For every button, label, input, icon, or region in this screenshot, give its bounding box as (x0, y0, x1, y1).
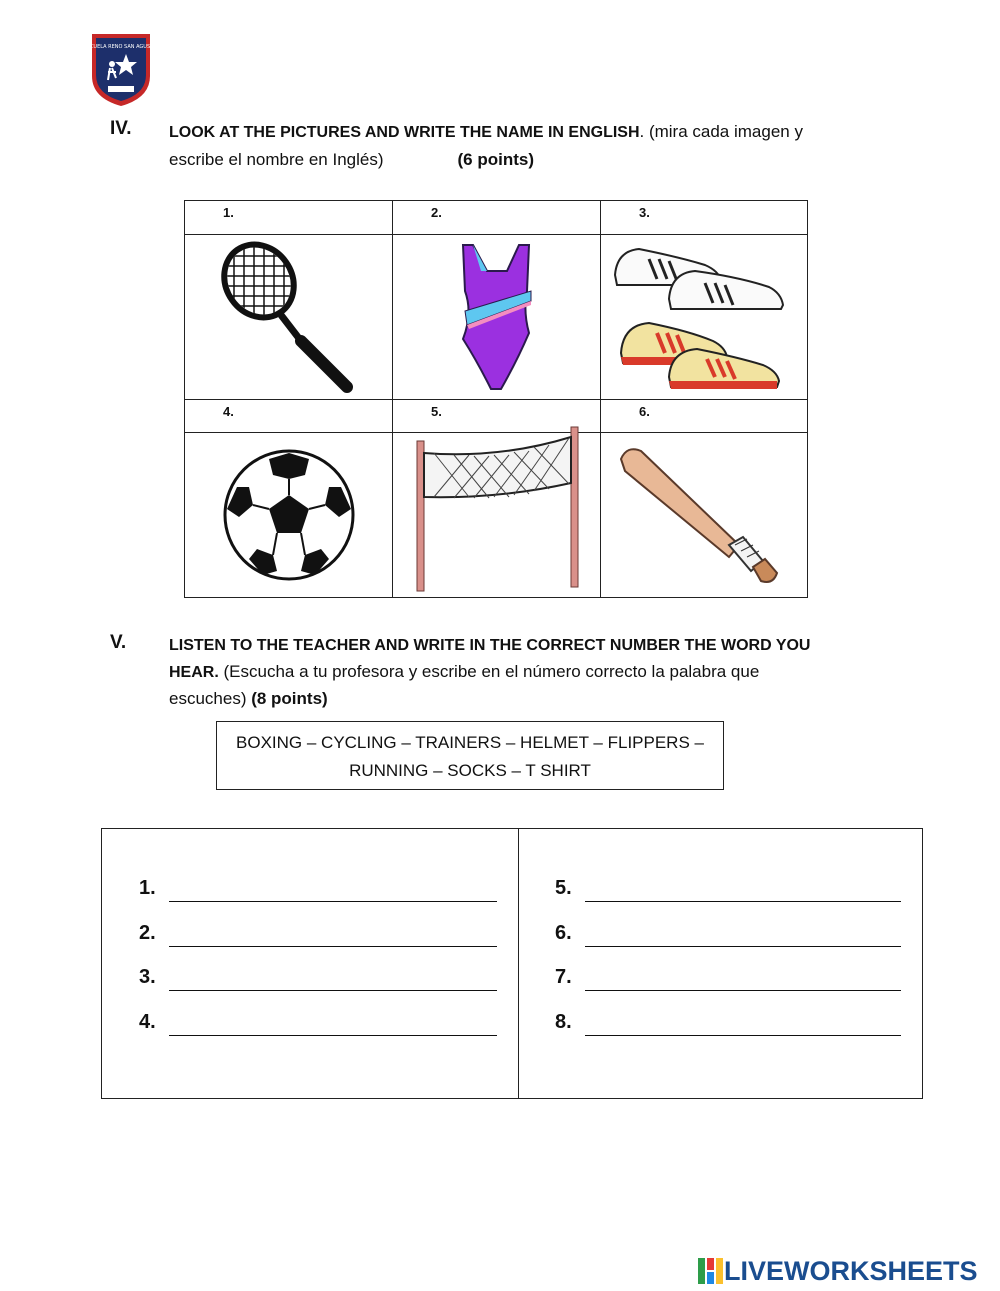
picture-label-cell (601, 201, 807, 235)
picture-label: 5. (431, 404, 442, 419)
liveworksheets-brand[interactable] (698, 1256, 978, 1286)
answer-number: 3. (139, 966, 156, 988)
section-4-instruction-rest: . (mira cada imagen y (639, 122, 803, 141)
answer-number: 4. (139, 1011, 156, 1033)
section-5-instruction-bold-2: HEAR. (169, 664, 219, 681)
baseball-bat-icon (613, 441, 793, 589)
answer-blank[interactable] (585, 901, 901, 902)
answer-row (555, 1011, 585, 1034)
answer-number: 2. (139, 922, 156, 944)
picture-label-cell (185, 400, 393, 433)
section-5-instruction-rest: (Escucha a tu profesora y escribe en el número correcto la palabra que (218, 662, 760, 681)
volleyball-net-icon (409, 427, 589, 593)
answer-row (139, 966, 169, 989)
picture-cell (185, 235, 393, 400)
section-5-instruction-line3: escuches) (169, 689, 252, 708)
word-bank-line-2: RUNNING – SOCKS – T SHIRT (349, 761, 591, 780)
answer-number: 1. (139, 877, 156, 899)
answer-table (101, 828, 923, 1099)
answer-blank[interactable] (585, 946, 901, 947)
picture-cell (601, 235, 807, 400)
picture-cell (185, 433, 393, 597)
section-5-number: V. (110, 632, 127, 653)
crest-text: ESCUELA RENO SAN AGUSTÍN (83, 44, 159, 50)
section-4-instruction (169, 118, 889, 173)
section-4-points: (6 points) (457, 150, 535, 169)
answer-row (139, 877, 169, 900)
liveworksheets-logo-icon (698, 1258, 724, 1284)
picture-label-cell (393, 201, 601, 235)
answer-row (555, 877, 585, 900)
answer-number: 8. (555, 1011, 572, 1033)
word-bank-line-1: BOXING – CYCLING – TRAINERS – HELMET – FLIPPERS – (236, 733, 704, 752)
answer-blank[interactable] (169, 946, 497, 947)
section-4-instruction-bold: LOOK AT THE PICTURES AND WRITE THE NAME IN ENGLISH (169, 124, 640, 141)
answer-row (139, 1011, 169, 1034)
section-4-number: IV. (110, 118, 132, 139)
section-5-instruction-bold-1: LISTEN TO THE TEACHER AND WRITE IN THE CORRECT NUMBER THE WORD YOU (169, 637, 811, 654)
answer-number: 7. (555, 966, 572, 988)
answer-row (555, 922, 585, 945)
answer-blank[interactable] (585, 990, 901, 991)
tennis-racket-icon (219, 241, 359, 393)
picture-label: 6. (639, 404, 650, 419)
liveworksheets-text: LIVEWORKSHEETS (724, 1255, 978, 1286)
picture-label: 2. (431, 205, 442, 220)
answer-blank[interactable] (585, 1035, 901, 1036)
answer-blank[interactable] (169, 1035, 497, 1036)
picture-cell (393, 433, 601, 597)
answer-number: 6. (555, 922, 572, 944)
picture-label-cell (601, 400, 807, 433)
answer-number: 5. (555, 877, 572, 899)
picture-label: 4. (223, 404, 234, 419)
answer-blank[interactable] (169, 990, 497, 991)
school-crest-icon (83, 28, 159, 108)
answer-row (555, 966, 585, 989)
answer-blank[interactable] (169, 901, 497, 902)
picture-table (184, 200, 808, 598)
picture-label: 1. (223, 205, 234, 220)
picture-cell (601, 433, 807, 597)
school-logo (83, 28, 159, 108)
picture-cell (393, 235, 601, 400)
section-5-instruction (169, 632, 889, 712)
picture-label: 3. (639, 205, 650, 220)
soccer-ball-icon (221, 447, 357, 583)
section-4-instruction-line2: escribe el nombre en Inglés) (169, 150, 384, 169)
section-5-points: (8 points) (251, 689, 328, 708)
word-bank-box (216, 721, 724, 790)
trainers-icon (609, 241, 799, 393)
picture-label-cell (185, 201, 393, 235)
answer-row (139, 922, 169, 945)
swimsuit-icon (447, 241, 547, 393)
answer-divider (518, 829, 519, 1098)
